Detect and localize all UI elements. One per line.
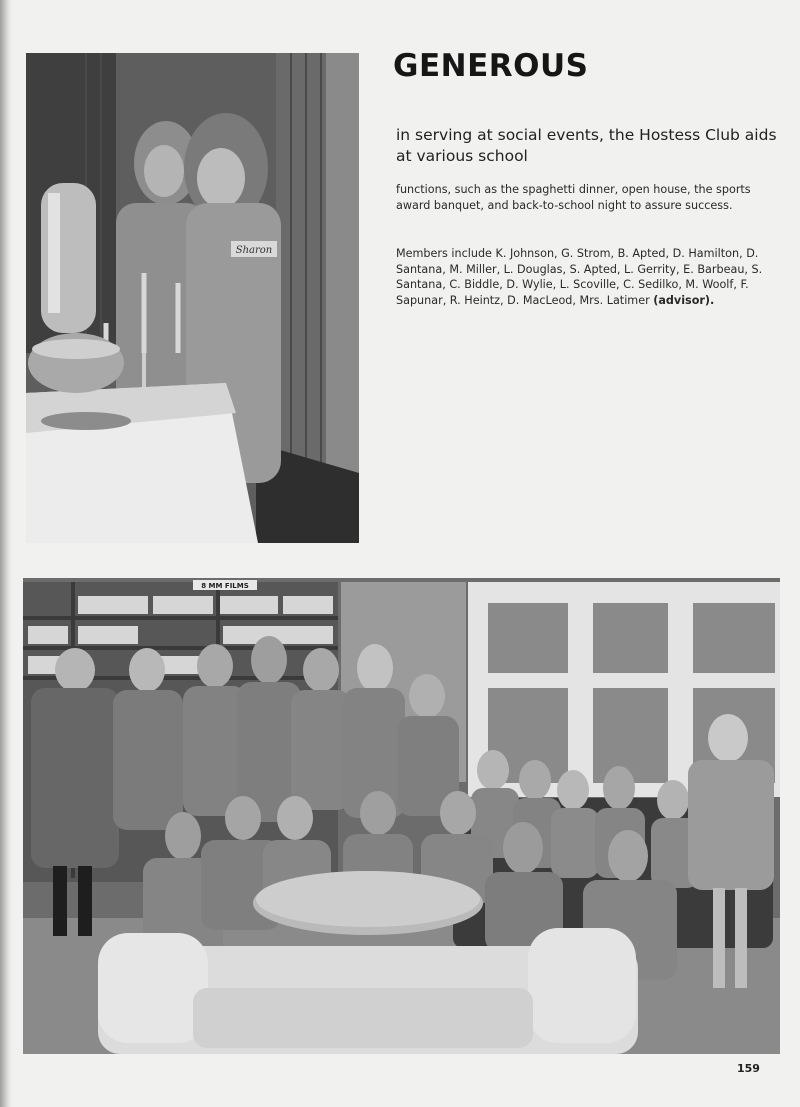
binding-shadow xyxy=(0,0,12,1107)
body-paragraph: functions, such as the spaghetti dinner, open house, the sports award banquet, and back-to-school night to assure success. xyxy=(396,183,751,212)
members-list: Members include K. Johnson, G. Strom, B. Apted, D. Hamilton, D. Santana, M. Miller, L. Douglas, S. Apted, L. Gerrity, E. Barbeau, S. Santana, C. Biddle, D. Wylie, L. Scoville, C. Sedilko, M. Woolf, F. Sapunar, R. Heintz, D. MacLeod, Mrs. Latimer xyxy=(396,247,763,307)
photo-hostesses-serving xyxy=(26,53,359,543)
lead-paragraph: in serving at social events, the Hostess Club aids at various school xyxy=(396,126,777,165)
advisor-note: (advisor). xyxy=(653,293,715,307)
headline: GENEROUS xyxy=(393,48,589,84)
page-number: 159 xyxy=(737,1062,760,1075)
photo-hostess-club-group xyxy=(23,578,780,1054)
members-paragraph xyxy=(396,246,784,308)
shelf-sign-text: 8 MM FILMS xyxy=(201,582,249,590)
name-tag-text: Sharon xyxy=(235,245,273,256)
